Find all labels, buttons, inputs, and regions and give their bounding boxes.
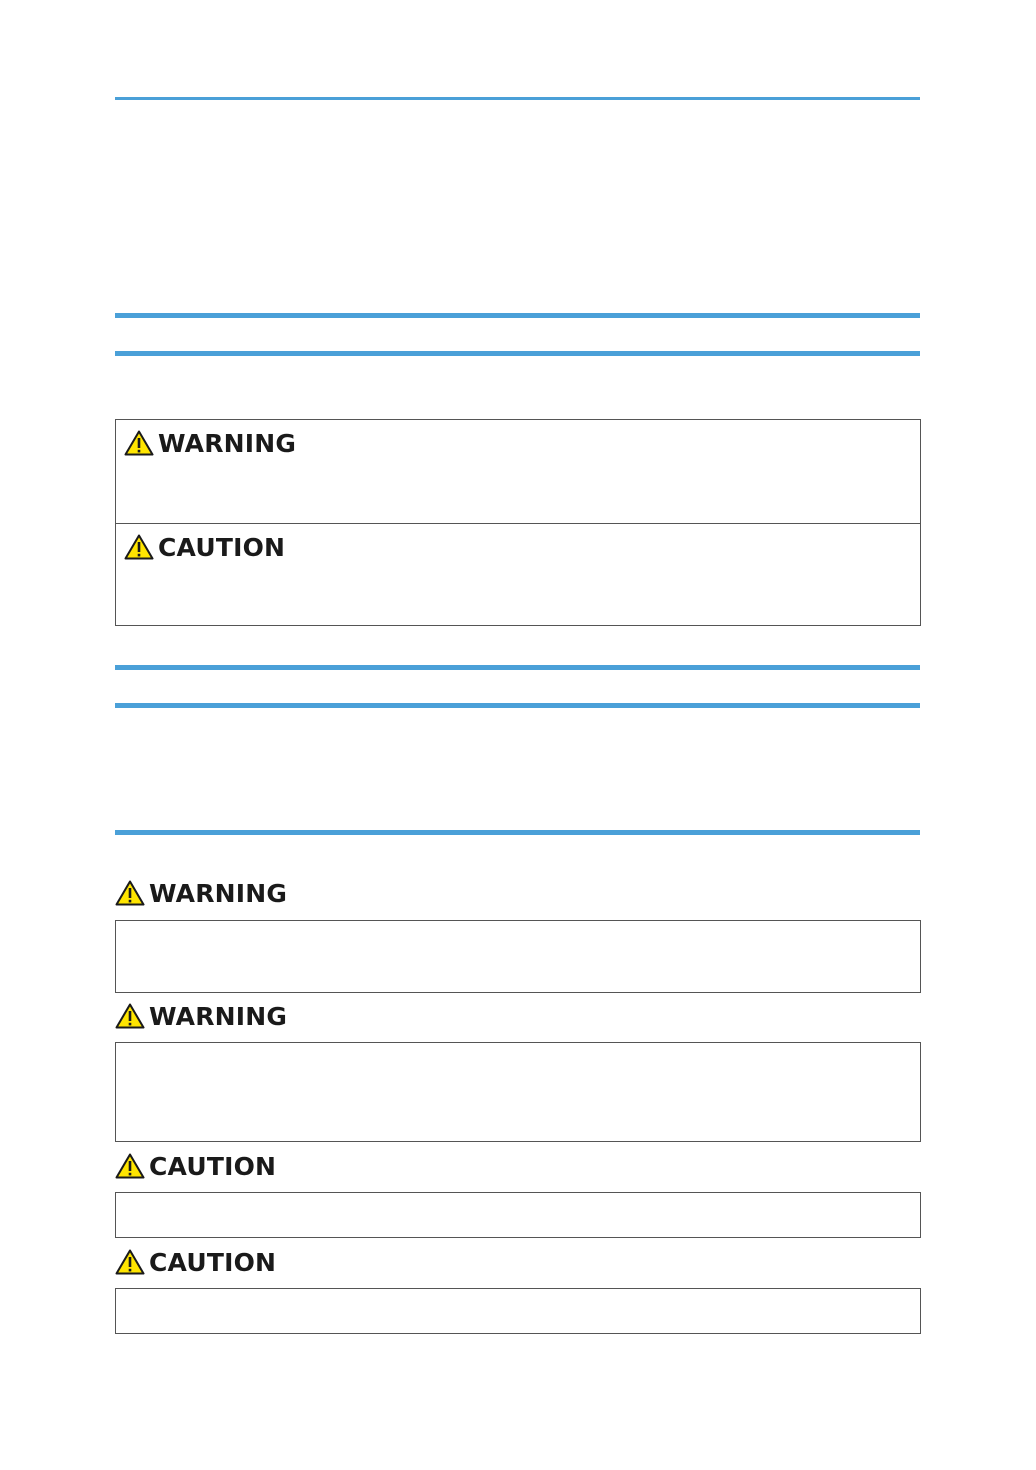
caution-label: CAUTION [158, 532, 286, 562]
caution-heading [124, 534, 285, 560]
table-cell-caution [116, 523, 920, 625]
notice-heading [115, 1249, 276, 1275]
warning-heading [124, 430, 296, 456]
notice-heading [115, 880, 287, 906]
warning-triangle-icon [124, 534, 154, 560]
safety-table [115, 419, 921, 626]
notice-heading [115, 1153, 276, 1179]
warning-label: WARNING [149, 1001, 288, 1031]
section-rule-1-top [115, 313, 920, 318]
warning-triangle-icon [115, 1153, 145, 1179]
warning-triangle-icon [124, 430, 154, 456]
notice-box [115, 1042, 921, 1142]
caution-label: CAUTION [149, 1247, 277, 1277]
notice-heading [115, 1003, 287, 1029]
section-rule-2-bot [115, 703, 920, 708]
warning-triangle-icon [115, 880, 145, 906]
top-rule [115, 97, 920, 100]
section-rule-1-bot [115, 351, 920, 356]
notice-box [115, 1288, 921, 1334]
caution-label: CAUTION [149, 1151, 277, 1181]
warning-label: WARNING [158, 428, 297, 458]
warning-triangle-icon [115, 1003, 145, 1029]
warning-label: WARNING [149, 878, 288, 908]
warning-triangle-icon [115, 1249, 145, 1275]
notice-box [115, 920, 921, 993]
notice-box [115, 1192, 921, 1238]
section-rule-2-top [115, 665, 920, 670]
table-cell-warning [116, 420, 920, 523]
section-rule-3 [115, 830, 920, 835]
